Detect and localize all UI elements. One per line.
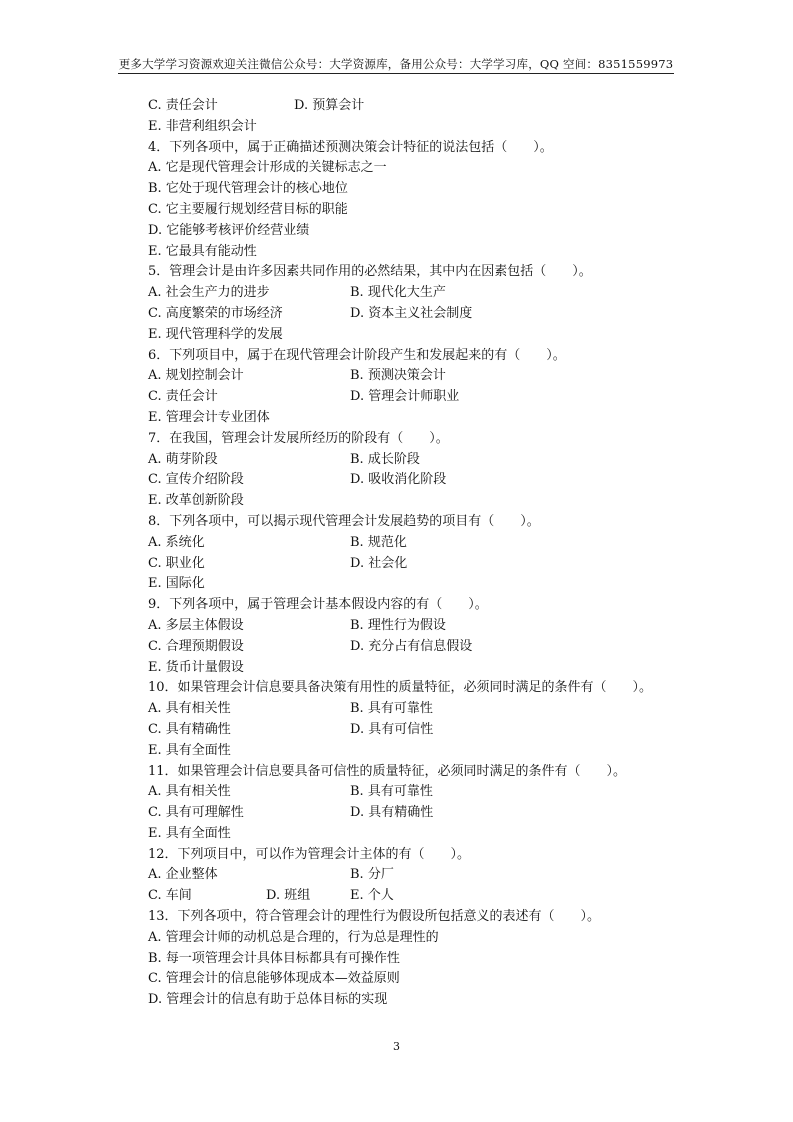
header-rule (118, 73, 674, 74)
line-text: E. 具有全面性 (148, 742, 231, 758)
text-line (148, 658, 708, 679)
line-text: B. 它处于现代管理会计的核心地位 (148, 181, 348, 197)
text-line (148, 179, 708, 200)
text-line (148, 242, 708, 263)
option-text: D. 具有精确性 (350, 805, 434, 821)
line-text: C. 责任会计 (148, 98, 218, 113)
line-text: B. 每一项管理会计具体目标都具有可操作性 (148, 950, 400, 966)
text-line (148, 512, 708, 533)
line-text: 5．管理会计是由许多因素共同作用的必然结果，其中内在因素包括（ ）。 (148, 264, 592, 280)
line-text: A. 萌芽阶段 (148, 451, 218, 467)
line-text: A. 规划控制会计 (148, 368, 244, 384)
text-line (148, 824, 708, 845)
option-text: B. 具有可靠性 (350, 701, 433, 717)
option-text: D. 预算会计 (294, 98, 365, 113)
option-text: B. 成长阶段 (350, 451, 420, 467)
text-line (148, 949, 708, 970)
line-text: E. 它最具有能动性 (148, 243, 257, 259)
line-text: C. 宣传介绍阶段 (148, 472, 244, 488)
option-text: D. 具有可信性 (350, 721, 434, 737)
line-text: C. 车间 (148, 888, 192, 904)
text-line (148, 595, 708, 616)
line-text: E. 管理会计专业团体 (148, 409, 270, 425)
text-line (148, 366, 708, 387)
option-text: D. 吸收消化阶段 (350, 472, 447, 488)
line-text: 4．下列各项中，属于正确描述预测决策会计特征的说法包括（ ）。 (148, 139, 553, 155)
page-header: 更多大学学习资源欢迎关注微信公众号：大学资源库，备用公众号：大学学习库，QQ 空间：8351559973 (118, 57, 674, 71)
line-text: E. 具有全面性 (148, 825, 231, 841)
line-text: A. 具有相关性 (148, 701, 231, 717)
line-text: D. 它能够考核评价经营业绩 (148, 222, 310, 238)
line-text: 8．下列各项中，可以揭示现代管理会计发展趋势的项目有（ ）。 (148, 513, 540, 529)
line-text: C. 具有精确性 (148, 721, 231, 737)
line-text: D. 管理会计的信息有助于总体目标的实现 (148, 992, 388, 1008)
line-text: C. 合理预期假设 (148, 638, 244, 654)
line-text: C. 管理会计的信息能够体现成本—效益原则 (148, 971, 400, 987)
line-text: A. 多层主体假设 (148, 617, 244, 633)
line-text: A. 具有相关性 (148, 784, 231, 800)
text-line (148, 990, 708, 1011)
option-text: B. 规范化 (350, 534, 407, 550)
text-line (148, 283, 708, 304)
option-text: B. 现代化大生产 (350, 285, 446, 301)
text-line (148, 96, 708, 117)
option-text: D. 社会化 (350, 555, 408, 571)
line-text: 13．下列各项中，符合管理会计的理性行为假设所包括意义的表述有（ ）。 (148, 909, 601, 925)
line-text: E. 改革创新阶段 (148, 493, 244, 509)
text-line (148, 782, 708, 803)
text-line (148, 470, 708, 491)
option-text: E. 个人 (350, 888, 394, 904)
text-line (148, 491, 708, 512)
option-text: B. 理性行为假设 (350, 617, 446, 633)
option-text: B. 具有可靠性 (350, 784, 433, 800)
text-line (148, 574, 708, 595)
text-line (148, 865, 708, 886)
text-line (148, 262, 708, 283)
line-text: A. 系统化 (148, 534, 205, 550)
text-line (148, 533, 708, 554)
line-text: C. 它主要履行规划经营目标的职能 (148, 201, 348, 217)
text-line (148, 429, 708, 450)
option-text: B. 分厂 (350, 867, 394, 883)
line-text: E. 货币计量假设 (148, 659, 244, 675)
text-line (148, 845, 708, 866)
line-text: A. 它是现代管理会计形成的关键标志之一 (148, 160, 387, 176)
line-text: C. 职业化 (148, 555, 205, 571)
line-text: E. 非营利组织会计 (148, 118, 257, 134)
line-text: E. 现代管理科学的发展 (148, 326, 283, 342)
text-line (148, 138, 708, 159)
text-line (148, 762, 708, 783)
text-line (148, 346, 708, 367)
text-line (148, 720, 708, 741)
option-text: D. 班组 (266, 888, 311, 904)
option-text: B. 预测决策会计 (350, 368, 446, 384)
text-line (148, 387, 708, 408)
line-text: E. 国际化 (148, 576, 205, 592)
text-line (148, 450, 708, 471)
line-text: 10．如果管理会计信息要具备决策有用性的质量特征，必须同时满足的条件有（ ）。 (148, 680, 653, 696)
line-text: 11．如果管理会计信息要具备可信性的质量特征，必须同时满足的条件有（ ）。 (148, 763, 627, 779)
line-text: C. 具有可理解性 (148, 805, 244, 821)
option-text: D. 充分占有信息假设 (350, 638, 473, 654)
text-line (148, 928, 708, 949)
question-list (148, 96, 708, 1011)
line-text: C. 责任会计 (148, 389, 218, 405)
option-text: D. 资本主义社会制度 (350, 305, 473, 321)
text-line (148, 200, 708, 221)
page-number: 3 (393, 1040, 400, 1053)
text-line (148, 803, 708, 824)
text-line (148, 699, 708, 720)
line-text: C. 高度繁荣的市场经济 (148, 305, 283, 321)
text-line (148, 304, 708, 325)
text-line (148, 907, 708, 928)
text-line (148, 616, 708, 637)
line-text: A. 社会生产力的进步 (148, 285, 270, 301)
text-line (148, 741, 708, 762)
text-line (148, 325, 708, 346)
text-line (148, 221, 708, 242)
line-text: A. 企业整体 (148, 867, 218, 883)
text-line (148, 678, 708, 699)
text-line (148, 408, 708, 429)
text-line (148, 117, 708, 138)
text-line (148, 969, 708, 990)
line-text: 6．下列项目中，属于在现代管理会计阶段产生和发展起来的有（ ）。 (148, 347, 566, 363)
line-text: 9．下列各项中，属于管理会计基本假设内容的有（ ）。 (148, 597, 488, 613)
text-line (148, 637, 708, 658)
text-line (148, 886, 708, 907)
option-text: D. 管理会计师职业 (350, 389, 460, 405)
text-line (148, 158, 708, 179)
line-text: 7．在我国，管理会计发展所经历的阶段有（ ）。 (148, 430, 449, 446)
line-text: A. 管理会计师的动机总是合理的，行为总是理性的 (148, 929, 439, 945)
text-line (148, 554, 708, 575)
line-text: 12．下列项目中，可以作为管理会计主体的有（ ）。 (148, 846, 471, 862)
